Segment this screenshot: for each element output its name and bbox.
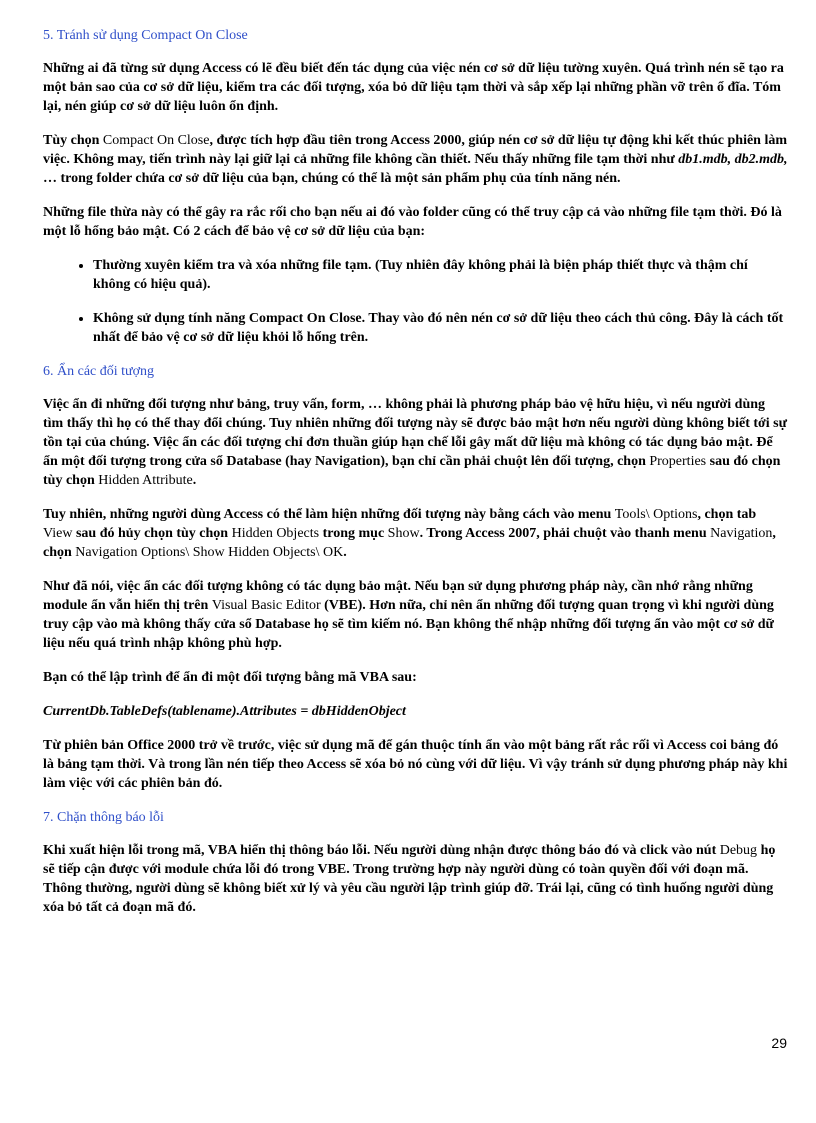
document-page [43, 26, 788, 932]
paragraph: Khi xuất hiện lỗi trong mã, VBA hiển thị thông báo lỗi. Nếu người dùng nhận được thông báo đó và click vào nút Debug họ sẽ tiếp cận được với module chứa lỗi đó trong VBE. Trong trường hợp này người dùng có toàn quyền đối với đoạn mã. Thông thường, người dùng sẽ không biết xử lý và yêu cầu người lập trình giúp đỡ. Trái lại, cũng có tình huống người dùng xóa bỏ tất cả đoạn mã đó. [43, 843, 776, 915]
paragraph: Việc ẩn đi những đối tượng như bảng, truy vấn, form, … không phải là phương pháp bảo vệ hữu hiệu, vì nếu người dùng tìm thấy thì họ có thể thay đổi chúng. Tuy nhiên những đối tượng này sẽ được bảo mật hơn nếu người dùng không biết tới sự tồn tại của chúng. Việc ẩn các đối tượng chỉ đơn thuần giúp hạn chế lỗi gây mất dữ liệu mà không có tác dụng bảo mật. Để ẩn một đối tượng trong cửa sổ Database (hay Navigation), bạn chỉ cần phải chuột lên đối tượng, chọn Properties sau đó chọn tùy chọn Hidden Attribute. [43, 397, 788, 488]
code-snippet: CurrentDb.TableDefs(tablename).Attributes = dbHiddenObject [43, 704, 406, 719]
page-number: 29 [771, 1035, 787, 1051]
section-heading-5: 5. Tránh sử dụng Compact On Close [43, 28, 248, 43]
paragraph: Những ai đã từng sử dụng Access có lẽ đều biết đến tác dụng của việc nén cơ sở dữ liệu tường xuyên. Quá trình nén sẽ tạo ra một bản sao của cơ sở dữ liệu, kiểm tra các đối tượng, xóa bỏ dữ liệu tạm thời và sắp xếp lại những phần vỡ trên ổ đĩa. Tóm lại, nén giúp cơ sở dữ liệu luôn ổn định. [43, 61, 784, 114]
section-heading-6: 6. Ẩn các đối tượng [43, 364, 155, 379]
paragraph: Tuy nhiên, những người dùng Access có thể làm hiện những đối tượng này bằng cách vào menu Tools\ Options, chọn tab View sau đó hủy chọn tùy chọn Hidden Objects trong mục Show. Trong Access 2007, phải chuột vào thanh menu Navigation, chọn Navigation Options\ Show Hidden Objects\ OK. [43, 507, 776, 560]
paragraph: Như đã nói, việc ẩn các đối tượng không có tác dụng bảo mật. Nếu bạn sử dụng phương pháp này, cần nhớ rằng những module ẩn vẫn hiển thị trên Visual Basic Editor (VBE). Hơn nữa, chỉ nên ẩn những đối tượng quan trọng vì khi người dùng truy cập vào mà không thấy cửa sổ Database họ sẽ tìm kiếm nó. Bạn không thể nhập những đối tượng ẩn vào một cơ sở dữ liệu nếu quá trình nhập không phù hợp. [43, 579, 774, 651]
paragraph: Từ phiên bản Office 2000 trở về trước, việc sử dụng mã để gán thuộc tính ẩn vào một bảng rất rắc rối vì Access coi bảng đó là bảng tạm thời. Và trong lần nén tiếp theo Access sẽ xóa bỏ nó cùng với dữ liệu. Vì vậy tránh sử dụng phương pháp này khi làm việc với các phiên bản đó. [43, 738, 788, 791]
list-item: • Thường xuyên kiểm tra và xóa những file tạm. (Tuy nhiên đây không phải là biện pháp thiết thực và thậm chí không có hiệu quả). [93, 256, 788, 294]
paragraph: Những file thừa này có thể gây ra rắc rối cho bạn nếu ai đó vào folder cũng có thể truy cập cả vào những file tạm thời. Đó là một lỗ hổng bảo mật. Có 2 cách để bảo vệ cơ sở dữ liệu của bạn: [43, 205, 782, 239]
paragraph: Tùy chọn Compact On Close, được tích hợp đầu tiên trong Access 2000, giúp nén cơ sở dữ liệu tự động khi kết thúc phiên làm việc. Không may, tiến trình này lại giữ lại cả những file không cần thiết. Nếu thấy những file tạm thời như db1.mdb, db2.mdb, … trong folder chứa cơ sở dữ liệu của bạn, chúng có thể là một sản phẩm phụ của tính năng nén. [43, 133, 788, 186]
bullet-list [43, 256, 788, 347]
paragraph: Bạn có thể lập trình để ẩn đi một đối tượng bằng mã VBA sau: [43, 670, 417, 685]
list-item: • Không sử dụng tính năng Compact On Close. Thay vào đó nên nén cơ sở dữ liệu theo cách thủ công. Đây là cách tốt nhất để bảo vệ cơ sở dữ liệu khỏi lỗ hổng trên. [93, 309, 788, 347]
section-heading-7: 7. Chặn thông báo lỗi [43, 810, 164, 825]
